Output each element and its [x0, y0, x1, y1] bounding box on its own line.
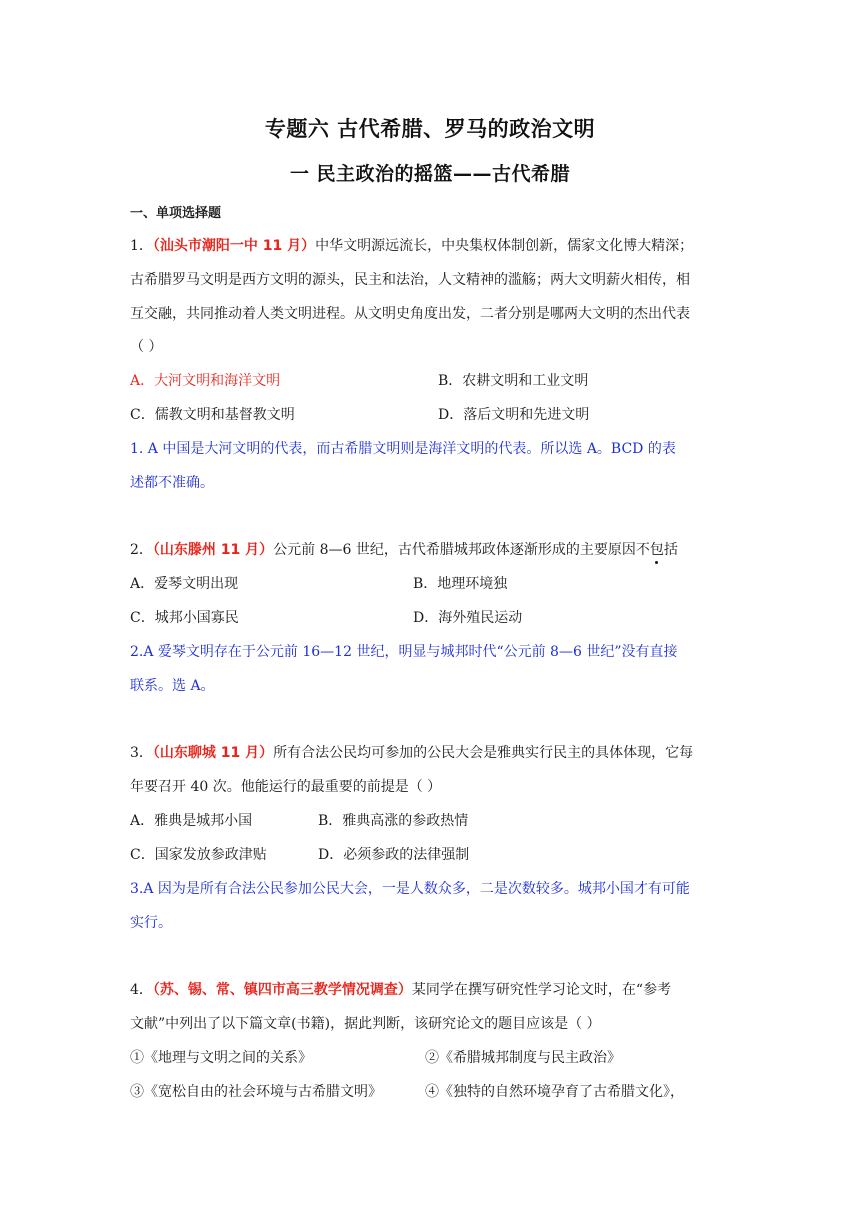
question-2-text: 公元前 8—6 世纪，古代希腊城邦政体逐渐形成的主要原因	[273, 542, 636, 558]
question-3-option-b: B．雅典高涨的参政热情	[318, 813, 469, 829]
question-3-answer-line-1: 3.A 因为是所有合法公民参加公民大会，一是人数众多，二是次数较多。城邦小国才有可能	[130, 881, 690, 897]
question-1-number: 1．	[130, 238, 153, 254]
question-1-line-1	[130, 229, 734, 263]
question-2-option-a: A．爱琴文明出现	[130, 576, 239, 592]
question-2-source: （山东滕州 11 月）	[152, 542, 274, 558]
question-3-number: 3．	[130, 745, 153, 761]
question-1-source: （汕头市潮阳一中 11 月）	[152, 238, 316, 254]
question-4-item-1: ①《地理与文明之间的关系》	[130, 1050, 312, 1066]
question-2-emphasis: 不包括	[636, 533, 678, 567]
question-1-line-3: 互交融，共同推动着人类文明进程。从文明史角度出发，二者分别是哪两大文明的杰出代表	[130, 306, 690, 322]
question-1-option-a: A．大河文明和海洋文明	[130, 373, 281, 389]
question-4-line-1	[130, 973, 734, 1007]
question-3-options-row-1	[130, 804, 734, 838]
question-1-option-d: D．落后文明和先进文明	[438, 407, 590, 423]
question-2-options-row-2	[130, 601, 734, 635]
question-4-items-row-1	[130, 1041, 734, 1075]
question-2-options-row-1	[130, 567, 734, 601]
question-3-source: （山东聊城 11 月）	[152, 745, 274, 761]
question-2-option-b: B．地理环境独	[413, 576, 508, 592]
question-3-option-c: C．国家发放参政津贴	[130, 847, 267, 863]
question-3-text: 所有合法公民均可参加的公民大会是雅典实行民主的具体体现，它每	[273, 745, 694, 761]
question-1-line-2: 古希腊罗马文明是西方文明的源头，民主和法治，人文精神的滥觞；两大文明薪火相传，相	[130, 272, 690, 288]
question-1-answer-line-1: 1. A 中国是大河文明的代表，而古希腊文明则是海洋文明的代表。所以选 A。BCD 的表	[130, 441, 676, 457]
question-3-line-2: 年要召开 40 次。他能运行的最重要的前提是（ ）	[130, 779, 442, 795]
question-2-answer-line-2: 联系。选 A。	[130, 678, 215, 694]
section-heading: 一、单项选择题	[130, 206, 222, 221]
question-2-answer-line-1: 2.A 爱琴文明存在于公元前 16—12 世纪，明显与城邦时代“公元前 8—6 世纪”没有直接	[130, 644, 678, 660]
question-2-option-d: D．海外殖民运动	[413, 610, 523, 626]
question-1-text: 中华文明源远流长，中央集权体制创新，儒家文化博大精深；	[315, 238, 694, 254]
question-3-line-1	[130, 736, 734, 770]
question-3-option-d: D．必须参政的法律强制	[318, 847, 470, 863]
question-1-options-row-2	[130, 398, 734, 432]
question-4-number: 4．	[130, 982, 153, 998]
question-4-source: （苏、锡、常、镇四市高三教学情况调查）	[152, 982, 412, 998]
question-1-line-4: （ ）	[130, 339, 163, 355]
question-1-options-row-1	[130, 364, 734, 398]
page-subtitle: 一 民主政治的摇篮——古代希腊	[289, 163, 571, 185]
question-1-option-b: B．农耕文明和工业文明	[438, 373, 589, 389]
question-1-option-c: C．儒教文明和基督教文明	[130, 407, 295, 423]
question-4-item-3: ③《宽松自由的社会环境与古希腊文明》	[130, 1084, 382, 1100]
question-2-option-c: C．城邦小国寡民	[130, 610, 239, 626]
question-2-line-1	[130, 533, 734, 567]
question-3-option-a: A．雅典是城邦小国	[130, 813, 253, 829]
question-3-answer-line-2: 实行。	[130, 915, 172, 931]
page-title: 专题六 古代希腊、罗马的政治文明	[264, 117, 596, 141]
question-3-options-row-2	[130, 838, 734, 872]
question-1-answer-line-2: 述都不准确。	[130, 475, 214, 491]
question-4-items-row-2	[130, 1075, 734, 1109]
question-4-text: 某同学在撰写研究性学习论文时，在“参考	[411, 982, 672, 998]
question-4-line-2: 文献”中列出了以下篇文章(书籍)，据此判断，该研究论文的题目应该是（ ）	[130, 1016, 601, 1032]
question-4-item-2: ②《希腊城邦制度与民主政治》	[425, 1050, 621, 1066]
question-4-item-4: ④《独特的自然环境孕育了古希腊文化》，	[425, 1084, 684, 1100]
question-2-number: 2．	[130, 542, 153, 558]
